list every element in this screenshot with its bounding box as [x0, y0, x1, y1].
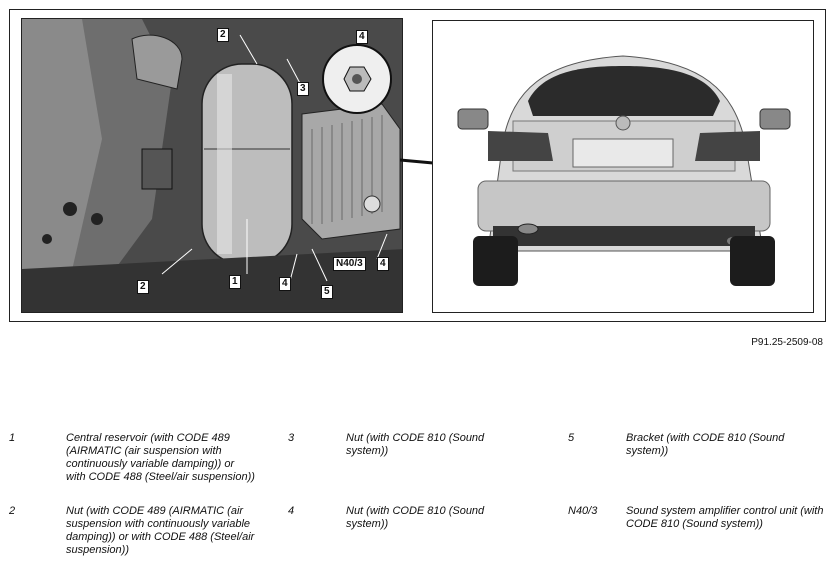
vehicle-rear-illustration — [433, 21, 814, 313]
legend-desc-n40-3: Sound system amplifier control unit (with CODE 810 (Sound system)) — [626, 505, 824, 530]
legend-num-5: 5 — [568, 432, 575, 444]
legend-num-1: 1 — [9, 432, 16, 444]
legend-num-3: 3 — [288, 432, 295, 444]
legend-desc-5: Bracket (with CODE 810 (Sound system)) — [626, 432, 785, 457]
legend-num-n40-3: N40/3 — [568, 505, 598, 517]
legend-desc-4: Nut (with CODE 810 (Sound system)) — [346, 505, 485, 530]
legend-desc-3: Nut (with CODE 810 (Sound system)) — [346, 432, 485, 457]
callout-2-bottom: 2 — [137, 280, 149, 294]
figure-id: P91.25-2509-08 — [751, 337, 823, 348]
callout-1: 1 — [229, 275, 241, 289]
callout-2-top: 2 — [217, 28, 229, 42]
legend-desc-1: Central reservoir (with CODE 489 (AIRMATIC (air suspension with continuously variable damping)) or with CODE 488 (Steel/air suspension)) — [66, 432, 255, 483]
callout-5: 5 — [321, 285, 333, 299]
vehicle-rear-view-photo — [432, 20, 814, 313]
legend-num-4: 4 — [288, 505, 295, 517]
callout-n40-3: N40/3 — [333, 257, 366, 271]
callout-3: 3 — [297, 82, 309, 96]
legend-num-2: 2 — [9, 505, 16, 517]
callout-4-right: 4 — [377, 257, 389, 271]
callout-4-bottom: 4 — [279, 277, 291, 291]
callout-4-magnified: 4 — [356, 30, 368, 44]
legend-desc-2: Nut (with CODE 489 (AIRMATIC (air suspension with continuously variable damping)) or with CODE 488 (Steel/air suspension)) — [66, 505, 255, 556]
